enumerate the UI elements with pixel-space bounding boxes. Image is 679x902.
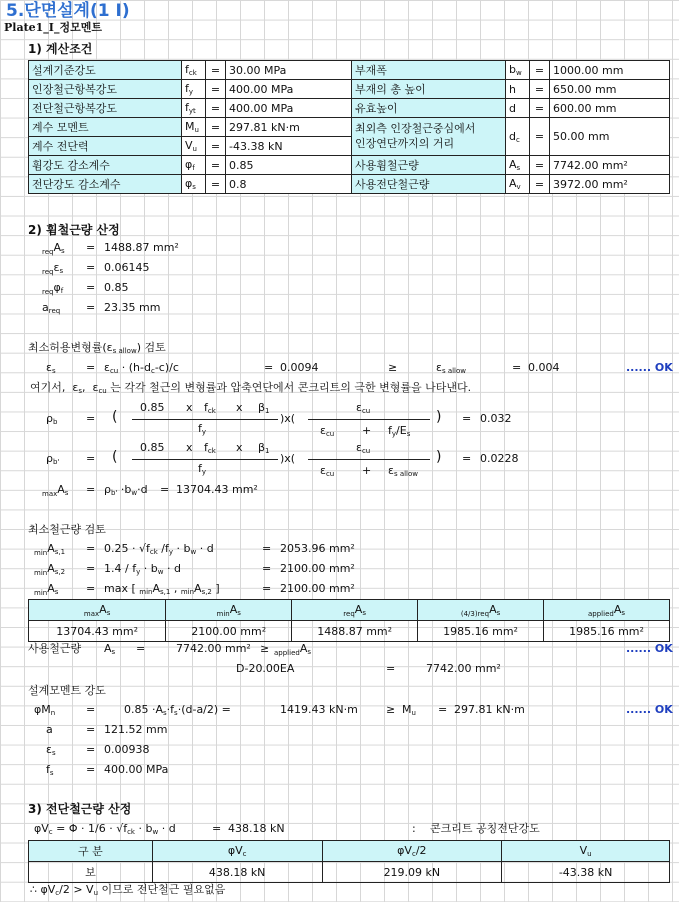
shear-header: $V_u$ xyxy=(502,841,670,862)
cond-symbol: $f_{ck}$ xyxy=(182,61,206,80)
summary-header: $_{max}A_s$ xyxy=(29,600,166,621)
cond-symbol: $A_s$ xyxy=(506,156,530,175)
cond-value: 297.81 kN·m xyxy=(226,118,352,137)
rho-bp-k: 0.85 xyxy=(140,441,165,454)
rho-bp-fck: $f_{ck}$ xyxy=(204,441,216,455)
min-as-label: $_{min}A_s$ xyxy=(34,582,59,597)
cond-symbol: d xyxy=(506,99,530,118)
max-as-eq2: = xyxy=(160,483,170,496)
mn-a-label: a xyxy=(46,723,53,736)
cond-value: 400.00 MPa xyxy=(226,80,352,99)
cond-value: 0.8 xyxy=(226,175,352,194)
mn-rhs-value: 297.81 kN·m xyxy=(454,703,525,716)
strain-lhs: $\varepsilon_s$ xyxy=(46,361,56,375)
min-as2-expr: $1.4 / f_y \cdot b_w \cdot d$ xyxy=(104,562,181,576)
cond-label: 계수 모멘트 xyxy=(29,118,182,137)
summary-cell: 2100.00 mm² xyxy=(166,621,292,642)
min-as-eq: = xyxy=(86,582,96,595)
use-label: 사용철근량 xyxy=(28,642,82,655)
rho-bp-fy: $f_y$ xyxy=(198,462,207,476)
mn-ok: ...... OK xyxy=(626,703,673,716)
rho-bp-eq: = xyxy=(86,452,96,465)
strain-value: 0.0094 xyxy=(280,361,319,374)
rho-b-eq2: = xyxy=(462,412,472,425)
cond-value: 400.00 MPa xyxy=(226,99,352,118)
rho-bp-mid: )x( xyxy=(280,452,296,465)
cond-label: 부재의 총 높이 xyxy=(352,80,506,99)
cond-symbol: $f_{yt}$ xyxy=(182,99,206,118)
summary-cell: 13704.43 mm² xyxy=(29,621,166,642)
rho-b-beta: $\beta_1$ xyxy=(258,401,270,415)
cond-row xyxy=(29,175,670,194)
vc-value: 438.18 kN xyxy=(228,822,285,835)
shear-value-row xyxy=(29,862,670,883)
rho-bp-eq2: = xyxy=(462,452,472,465)
shear-header-row xyxy=(29,841,670,862)
max-as-eq: = xyxy=(86,483,96,496)
mn-rhs: $M_u$ xyxy=(402,703,416,717)
flex-value: 0.06145 xyxy=(104,261,150,274)
rho-b-ecu-den: $\varepsilon_{cu}$ xyxy=(320,424,335,438)
rho-bp-x: x xyxy=(186,441,193,454)
strain-rhs-value: 0.004 xyxy=(528,361,560,374)
mn-title: 설계모멘트 강도 xyxy=(28,684,106,697)
mn-expr: $0.85 \cdot A_s\cdot f_s\cdot(d-a/2)$ = xyxy=(124,703,231,717)
bar-eq: = xyxy=(386,662,396,675)
cond-symbol: h xyxy=(506,80,530,99)
strain-eq3: = xyxy=(512,361,522,374)
min-as2-eq: = xyxy=(86,562,96,575)
cond-label-merged: 최외측 인장철근중심에서 인장연단까지의 거리 xyxy=(352,118,506,156)
cond-eq: = xyxy=(530,61,550,80)
rho-bp-fraction-line2 xyxy=(308,459,430,460)
min-as1-eq: = xyxy=(86,542,96,555)
rho-b-fck: $f_{ck}$ xyxy=(204,401,216,415)
use-rhs: $_{applied}A_s$ xyxy=(274,642,312,657)
cond-symbol: $A_v$ xyxy=(506,175,530,194)
cond-label: 사용전단철근량 xyxy=(352,175,506,194)
strain-rhs: $\varepsilon_{s allow}$ xyxy=(436,361,467,375)
mn-fs-value: 400.00 MPa xyxy=(104,763,169,776)
flex-sym: $_{req}\varepsilon_s$ xyxy=(42,261,64,276)
rho-b-close: ) xyxy=(436,409,442,425)
cond-symbol: $b_w$ xyxy=(506,61,530,80)
summary-cell: 1985.16 mm² xyxy=(418,621,544,642)
rho-b-fy: $f_y$ xyxy=(198,422,207,436)
min-as2-value: 2100.00 mm² xyxy=(280,562,355,575)
strain-ok: ...... OK xyxy=(626,361,673,374)
vc-desc: 콘크리트 공칭전단강도 xyxy=(430,822,540,835)
cond-label: 인장철근항복강도 xyxy=(29,80,182,99)
strain-expr: $\varepsilon_{cu} \cdot (h-d_c-c)/c$ xyxy=(104,361,179,375)
min-as-value: 2100.00 mm² xyxy=(280,582,355,595)
cond-row xyxy=(29,156,670,175)
shear-cell: 보 xyxy=(29,862,153,883)
mn-es-value: 0.00938 xyxy=(104,743,150,756)
cond-eq: = xyxy=(206,137,226,156)
rho-b-x: x xyxy=(186,401,193,414)
min-as1-expr: $0.25 \cdot √f_{ck}$ $/f_y \cdot b_w \cdot d$ xyxy=(104,542,214,556)
rho-b-mid: )x( xyxy=(280,412,296,425)
summary-header: $_{(4/3)req}A_s$ xyxy=(418,600,544,621)
rho-b-ecu-num: $\varepsilon_{cu}$ xyxy=(356,401,371,415)
min-as2-label: $_{min}A_{s,2}$ xyxy=(34,562,66,577)
use-value: 7742.00 mm² xyxy=(176,642,251,655)
rho-b-eq: = xyxy=(86,412,96,425)
cond-row xyxy=(29,118,670,137)
cond-row xyxy=(29,80,670,99)
cond-symbol: $f_y$ xyxy=(182,80,206,99)
cond-eq: = xyxy=(206,61,226,80)
rho-bp-x2: x xyxy=(236,441,243,454)
mn-eq2: = xyxy=(438,703,448,716)
rho-b-fraction-line2 xyxy=(308,419,430,420)
rho-b-label: $\rho_b$ xyxy=(46,412,58,426)
bar-spec: D-20.00EA xyxy=(236,662,295,675)
use-ge: ≥ xyxy=(260,642,270,655)
strain-check-title: 최소허용변형률$(\varepsilon_{s allow})$ 검토 xyxy=(28,341,166,355)
summary-header: $_{min}A_s$ xyxy=(166,600,292,621)
rho-b-x2: x xyxy=(236,401,243,414)
section-1-title: 1) 계산조건 xyxy=(28,42,93,56)
mn-es-eq: = xyxy=(86,743,96,756)
max-as-expr: $\rho_{b'} \cdot b_w\cdot d$ xyxy=(104,483,148,497)
mn-fs-label: $f_s$ xyxy=(46,763,54,777)
vc-colon: : xyxy=(412,822,416,835)
summary-header: $_{req}A_s$ xyxy=(292,600,418,621)
cond-label: 부재폭 xyxy=(352,61,506,80)
cond-symbol: $\varphi_s$ xyxy=(182,175,206,194)
cond-eq: = xyxy=(530,175,550,194)
flex-eq: = xyxy=(86,281,96,294)
cond-label: 계수 전단력 xyxy=(29,137,182,156)
conditions-table xyxy=(28,60,670,194)
cond-eq: = xyxy=(206,175,226,194)
cond-value: 30.00 MPa xyxy=(226,61,352,80)
cond-label: 유효높이 xyxy=(352,99,506,118)
flex-eq: = xyxy=(86,261,96,274)
mn-fs-eq: = xyxy=(86,763,96,776)
strain-eq: = xyxy=(86,361,96,374)
mn-lhs: $\varphi M_n$ xyxy=(34,703,56,717)
strain-eq2: = xyxy=(264,361,274,374)
cond-eq: = xyxy=(530,80,550,99)
max-as-value: 13704.43 mm² xyxy=(176,483,258,496)
cond-symbol: $M_u$ xyxy=(182,118,206,137)
rho-bp-ecu-num: $\varepsilon_{cu}$ xyxy=(356,441,371,455)
shear-conclusion: ∴ $\varphi V_c/2 > V_u$ 이므로 전단철근 필요없음 xyxy=(30,883,226,897)
min-as1-value: 2053.96 mm² xyxy=(280,542,355,555)
cond-label: 사용휨철근량 xyxy=(352,156,506,175)
cond-row xyxy=(29,99,670,118)
cond-eq: = xyxy=(206,156,226,175)
rho-b-plus: + xyxy=(362,424,372,437)
use-ok: ...... OK xyxy=(626,642,673,655)
page-title: 5.단면설계(1 I) xyxy=(6,1,130,21)
rho-bp-plus: + xyxy=(362,464,372,477)
rho-b-open: ( xyxy=(112,409,118,425)
min-as2-eq2: = xyxy=(262,562,272,575)
mn-ge: ≥ xyxy=(386,703,396,716)
summary-cell: 1488.87 mm² xyxy=(292,621,418,642)
use-symbol: $A_s$ xyxy=(104,642,116,656)
cond-value: 50.00 mm xyxy=(550,118,670,156)
cond-symbol: $V_u$ xyxy=(182,137,206,156)
cond-label: 설계기준강도 xyxy=(29,61,182,80)
summary-value-row xyxy=(29,621,670,642)
rho-bp-eall: $\varepsilon_{s allow}$ xyxy=(388,464,419,478)
use-eq: = xyxy=(136,642,146,655)
cond-eq: = xyxy=(206,80,226,99)
vc-formula: $\varphi V_c = \Phi \cdot 1/6 \cdot √f_{ck} \cdot b_w \cdot d$ xyxy=(34,822,176,836)
section-3-title: 3) 전단철근량 산정 xyxy=(28,802,132,816)
rho-bp-open: ( xyxy=(112,449,118,465)
cond-eq: = xyxy=(206,99,226,118)
cond-symbol: $\varphi_f$ xyxy=(182,156,206,175)
summary-header: $_{applied}A_s$ xyxy=(544,600,670,621)
cond-row xyxy=(29,61,670,80)
cond-value: 7742.00 mm² xyxy=(550,156,670,175)
cond-value: 0.85 xyxy=(226,156,352,175)
rho-bp-beta: $\beta_1$ xyxy=(258,441,270,455)
cond-value: 650.00 mm xyxy=(550,80,670,99)
strain-ge: ≥ xyxy=(388,361,398,374)
mn-es-label: $\varepsilon_s$ xyxy=(46,743,56,757)
mn-a-eq: = xyxy=(86,723,96,736)
shear-cell: 219.09 kN xyxy=(322,862,502,883)
cond-value: 3972.00 mm² xyxy=(550,175,670,194)
min-as1-label: $_{min}A_{s,1}$ xyxy=(34,542,66,557)
rebar-summary-table xyxy=(28,599,670,642)
rho-bp-ecu-den: $\varepsilon_{cu}$ xyxy=(320,464,335,478)
cond-label: 전단강도 감소계수 xyxy=(29,175,182,194)
mn-eq: = xyxy=(86,703,96,716)
summary-header-row xyxy=(29,600,670,621)
cond-label: 휨강도 감소계수 xyxy=(29,156,182,175)
shear-cell: 438.18 kN xyxy=(152,862,322,883)
mn-a-value: 121.52 mm xyxy=(104,723,168,736)
rho-bp-close: ) xyxy=(436,449,442,465)
flex-sym: $_{req}\varphi_f$ xyxy=(42,281,64,296)
flex-value: 23.35 mm xyxy=(104,301,161,314)
bar-value: 7742.00 mm² xyxy=(426,662,501,675)
summary-cell: 1985.16 mm² xyxy=(544,621,670,642)
min-as1-eq2: = xyxy=(262,542,272,555)
cond-eq: = xyxy=(530,156,550,175)
max-as-label: $_{max}A_s$ xyxy=(42,483,69,498)
flex-sym: $a_{req}$ xyxy=(42,301,61,315)
cond-eq: = xyxy=(206,118,226,137)
flex-eq: = xyxy=(86,301,96,314)
plate-label: Plate1_I_정모멘트 xyxy=(4,21,102,34)
min-check-title: 최소철근량 검토 xyxy=(28,523,106,536)
flex-eq: = xyxy=(86,241,96,254)
shear-header: 구 분 xyxy=(29,841,153,862)
cond-value: -43.38 kN xyxy=(226,137,352,156)
cond-eq: = xyxy=(530,118,550,156)
mn-value: 1419.43 kN·m xyxy=(280,703,358,716)
shear-header: $\varphi V_c$ xyxy=(152,841,322,862)
cond-value: 1000.00 mm xyxy=(550,61,670,80)
vc-eq: = xyxy=(212,822,222,835)
min-as-expr: max [ $_{min}A_{s,1}$ , $_{min}A_{s,2}$ ] xyxy=(104,582,220,596)
cond-eq: = xyxy=(530,99,550,118)
cond-label: 전단철근항복강도 xyxy=(29,99,182,118)
rho-b-value: 0.032 xyxy=(480,412,512,425)
shear-cell: -43.38 kN xyxy=(502,862,670,883)
rho-b-fraction-line xyxy=(132,419,278,420)
shear-table xyxy=(28,840,670,883)
rho-b-fyes: $f_y/E_s$ xyxy=(388,424,411,438)
rho-b-k: 0.85 xyxy=(140,401,165,414)
rho-bp-label: $\rho_{b'}$ xyxy=(46,452,60,466)
cond-symbol: $d_c$ xyxy=(506,118,530,156)
shear-header: $\varphi V_c/2$ xyxy=(322,841,502,862)
rho-bp-fraction-line xyxy=(132,459,278,460)
min-as-eq2: = xyxy=(262,582,272,595)
rho-bp-value: 0.0228 xyxy=(480,452,519,465)
flex-value: 0.85 xyxy=(104,281,129,294)
note-text: 여기서, $\varepsilon_s$, $\varepsilon_{cu}$ 는 각각 철근의 변형률과 압축연단에서 콘크리트의 극한 변형률을 나타낸다. xyxy=(30,381,472,395)
cond-value: 600.00 mm xyxy=(550,99,670,118)
section-2-title: 2) 휨철근량 산정 xyxy=(28,223,120,237)
flex-sym: $_{req}A_s$ xyxy=(42,241,65,256)
flex-value: 1488.87 mm² xyxy=(104,241,179,254)
